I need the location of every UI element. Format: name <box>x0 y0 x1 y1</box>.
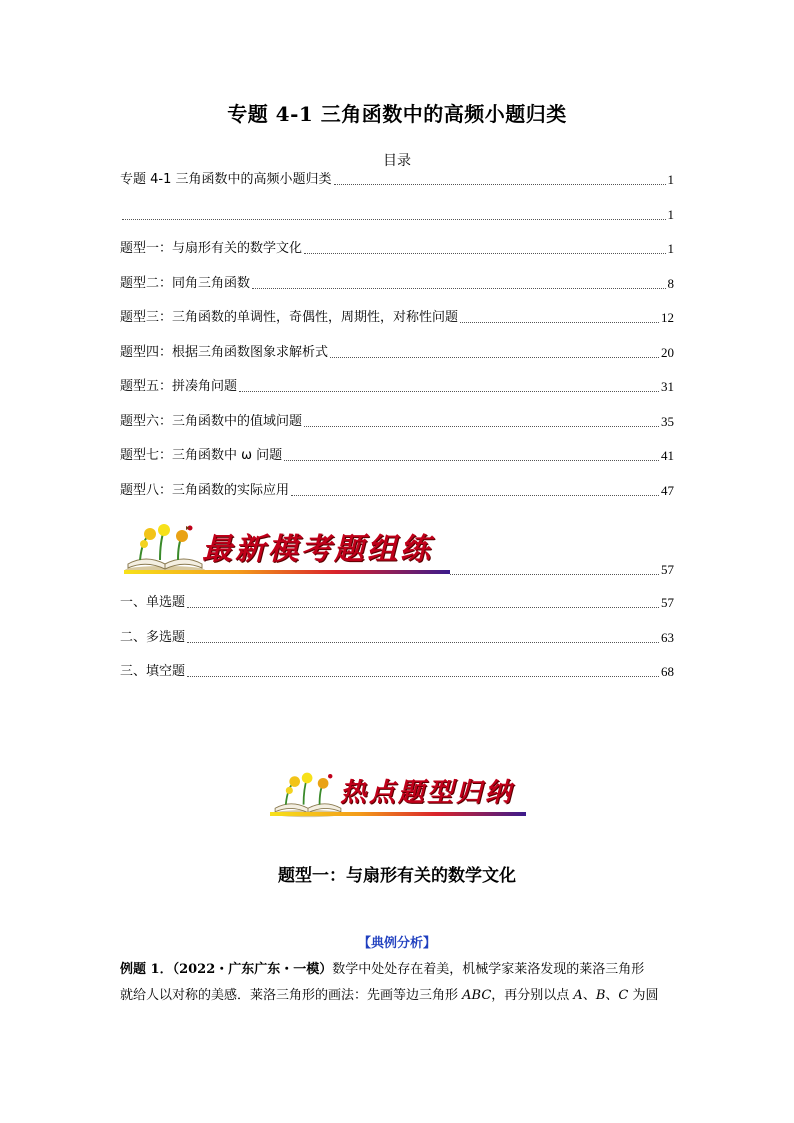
toc-entry[interactable] <box>120 591 674 611</box>
toc-entry-label: 题型一：与扇形有关的数学文化 <box>120 241 303 256</box>
toc-leader-dots <box>239 390 659 392</box>
toc-page-number: 8 <box>667 275 674 291</box>
toc-entry-label: 一、单选题 <box>120 595 186 610</box>
banner-underline <box>270 812 526 816</box>
separator: 、 <box>582 988 596 1003</box>
banner-title: 热点题型归纳 <box>340 778 515 808</box>
toc-leader-dots <box>450 573 659 575</box>
example-text-line2c: 为圆 <box>628 988 659 1003</box>
toc-entry-label: 题型四：根据三角函数图象求解析式 <box>120 344 329 360</box>
section-title: 题型一：与扇形有关的数学文化 <box>278 866 516 886</box>
banner-hot-topics <box>268 768 526 826</box>
toc-entry[interactable] <box>120 203 674 223</box>
math-a: A <box>573 988 583 1003</box>
toc-entry-label: 题型五：拼凑角问题 <box>120 379 238 394</box>
toc-leader-dots <box>304 425 659 427</box>
toc-leader-dots <box>187 675 659 677</box>
toc-entry-label: 题型二：同角三角函数 <box>120 275 251 291</box>
toc-page-number: 12 <box>661 310 674 325</box>
toc-entry[interactable] <box>120 341 674 361</box>
toc-leader-dots <box>252 287 665 289</box>
toc-page-number: 57 <box>661 595 674 610</box>
toc-entry-label: 题型八：三角函数的实际应用 <box>120 482 290 498</box>
toc-entry[interactable] <box>120 479 674 499</box>
banner-title: 最新模考题组练 <box>202 532 433 567</box>
toc-entry-label: 题型三：三角函数的单调性，奇偶性，周期性，对称性问题 <box>120 310 459 325</box>
toc-entry-label: 题型六：三角函数中的值域问题 <box>120 413 303 429</box>
toc-leader-dots <box>291 494 659 496</box>
toc-line-banner <box>120 558 674 578</box>
toc-entry-label: 专题 4-1 三角函数中的高频小题归类 <box>120 172 332 187</box>
toc-entry[interactable] <box>120 410 674 430</box>
example-text-line2a: 就给人以对称的美感．莱洛三角形的画法：先画等边三角形 <box>120 988 463 1003</box>
example-source: （2022・广东广东・一模） <box>172 962 333 977</box>
math-c: C <box>618 988 629 1003</box>
toc-leader-dots <box>334 183 666 185</box>
document-title: 专题 4-1 三角函数中的高频小题归类 <box>227 102 567 126</box>
toc-page-number: 1 <box>667 241 674 256</box>
toc-entry-label: 题型七：三角函数中 ω 问题 <box>120 448 283 463</box>
toc-page-number: 63 <box>661 629 674 645</box>
toc-entry-label: 二、多选题 <box>120 629 186 645</box>
toc-leader-dots <box>187 641 659 643</box>
toc-heading: 目录 <box>383 153 411 169</box>
toc-page-number: 31 <box>661 379 674 394</box>
toc-entry-label: 三、填空题 <box>120 664 186 679</box>
toc-entry[interactable] <box>120 626 674 646</box>
toc-page-number: 20 <box>661 344 674 360</box>
separator: 、 <box>605 988 619 1003</box>
example-text-line2b: ，再分别以点 <box>491 988 574 1003</box>
toc-leader-dots <box>460 321 659 323</box>
toc-entry[interactable] <box>120 444 674 464</box>
example-number: 例题 1． <box>120 962 173 977</box>
toc-leader-dots <box>187 606 659 608</box>
toc-leader-dots <box>330 356 659 358</box>
toc-page-number: 1 <box>667 206 674 222</box>
toc-entry[interactable] <box>120 168 674 188</box>
toc-page-number: 47 <box>661 482 674 498</box>
toc-page-number: 1 <box>667 172 674 187</box>
toc-entry[interactable] <box>120 237 674 257</box>
toc-page-number: 41 <box>661 448 674 463</box>
toc-leader-dots <box>122 218 666 220</box>
toc-leader-dots <box>284 459 659 461</box>
toc-entry[interactable] <box>120 272 674 292</box>
toc-entry[interactable] <box>120 375 674 395</box>
toc-entry[interactable] <box>120 660 674 680</box>
toc-page-number: 57 <box>661 562 674 577</box>
math-abc: ABC <box>462 988 492 1003</box>
example-text-line1: 数学中处处存在着美，机械学家莱洛发现的莱洛三角形 <box>332 962 645 977</box>
example-paragraph <box>120 957 680 1009</box>
example-analysis-label: 【典例分析】 <box>357 936 436 951</box>
toc-entry[interactable] <box>120 306 674 326</box>
toc-page-number: 35 <box>661 413 674 429</box>
toc-page-number: 68 <box>661 664 674 679</box>
math-b: B <box>595 988 606 1003</box>
toc-leader-dots <box>304 252 665 254</box>
